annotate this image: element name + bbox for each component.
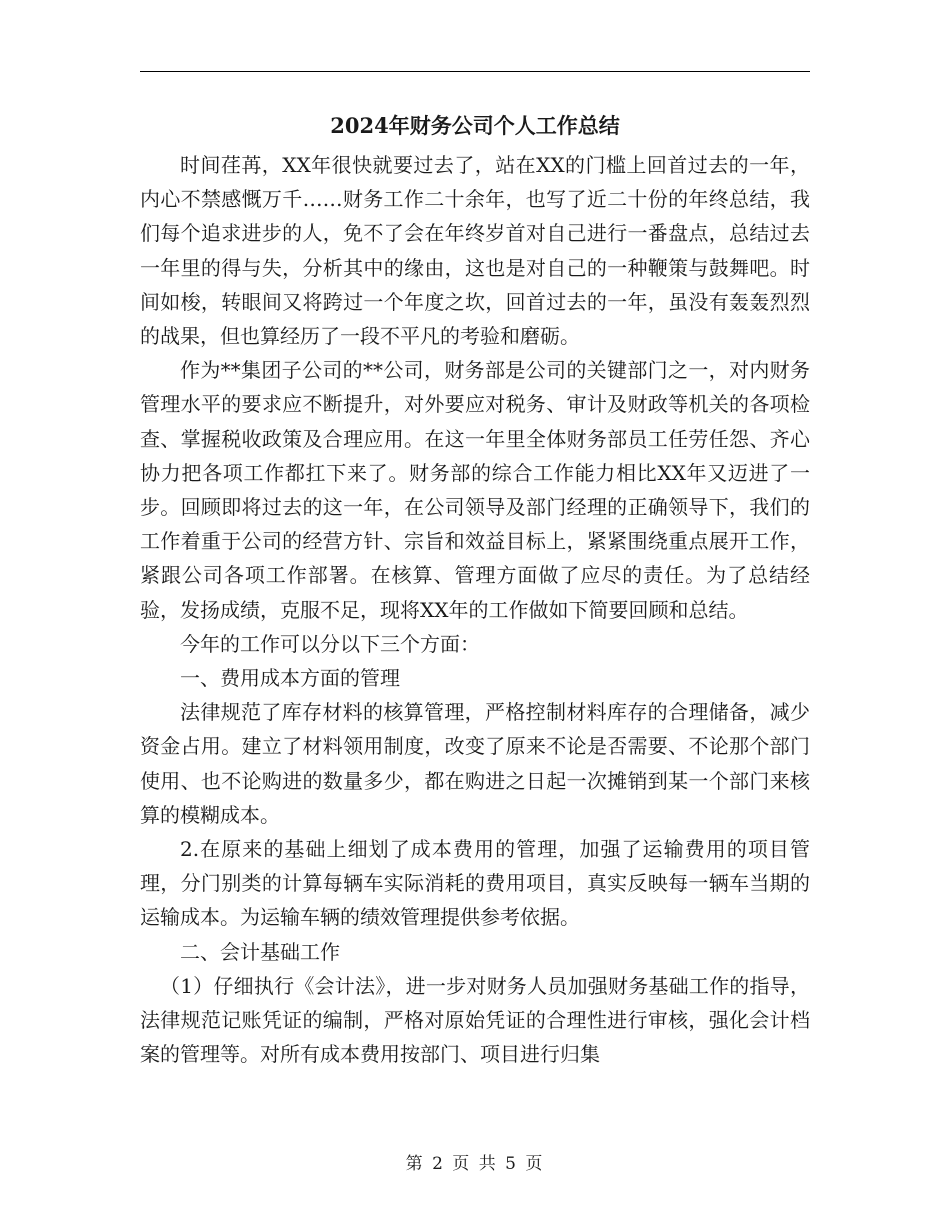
document-body [140, 148, 810, 1071]
paragraph-accounting-law: （1）仔细执行《会计法》，进一步对财务人员加强财务基础工作的指导，法律规范记账凭证的编制，严格对原始凭证的合理性进行审核，强化会计档案的管理等。对所有成本费用按部门、项目进行归集 [140, 973, 810, 1067]
document-title: 2024年财务公司个人工作总结 [330, 113, 620, 138]
paragraph-department: 作为**集团子公司的**公司，财务部是公司的关键部门之一，对内财务管理水平的要求应不断提升，对外要应对税务、审计及财政等机关的各项检查、掌握税收政策及合理应用。在这一年里全体财务部员工任劳任怨、齐心协力把各项工作都扛下来了。财务部的综合工作能力相比XX年又迈进了一步。回顾即将过去的这一年，在公司领导及部门经理的正确领导下，我们的工作着重于公司的经营方针、宗旨和效益目标上，紧紧围绕重点展开工作，紧跟公司各项工作部署。在核算、管理方面做了应尽的责任。为了总结经验，发扬成绩，克服不足，现将XX年的工作做如下简要回顾和总结。 [140, 358, 810, 622]
paragraph-overview: 今年的工作可以分以下三个方面： [180, 631, 480, 656]
header-rule [140, 71, 810, 72]
section-heading-cost: 一、费用成本方面的管理 [180, 666, 400, 691]
page-number: 第 2 页 共 5 页 [405, 1154, 545, 1174]
section-heading-accounting: 二、会计基础工作 [180, 939, 340, 964]
paragraph-inventory: 法律规范了库存材料的核算管理，严格控制材料库存的合理储备，减少资金占用。建立了材料领用制度，改变了原来不论是否需要、不论那个部门使用、也不论购进的数量多少，都在购进之日起一次摊销到某一个部门来核算的模糊成本。 [140, 700, 810, 827]
paragraph-intro: 时间荏苒，XX年很快就要过去了，站在XX的门槛上回首过去的一年，内心不禁感慨万千……财务工作二十余年，也写了近二十份的年终总结，我们每个追求进步的人，免不了会在年终岁首对自己进行一番盘点，总结过去一年里的得与失，分析其中的缘由，这也是对自己的一种鞭策与鼓舞吧。时间如梭，转眼间又将跨过一个年度之坎，回首过去的一年，虽没有轰轰烈烈的战果，但也算经历了一段不平凡的考验和磨砺。 [140, 153, 810, 349]
paragraph-transport-cost: 2.在原来的基础上细划了成本费用的管理，加强了运输费用的项目管理，分门别类的计算每辆车实际消耗的费用项目，真实反映每一辆车当期的运输成本。为运输车辆的绩效管理提供参考依据。 [140, 837, 810, 930]
